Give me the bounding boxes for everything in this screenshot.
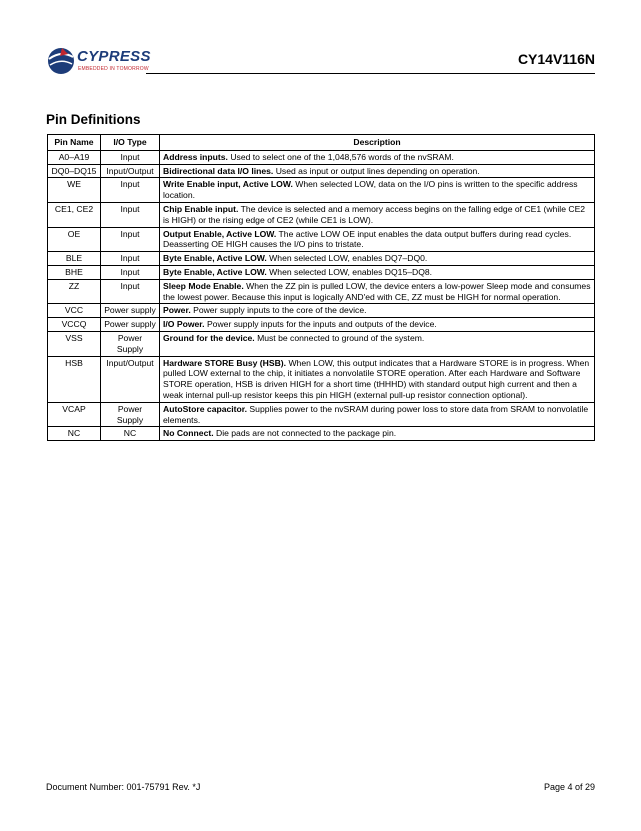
table-row xyxy=(48,178,595,203)
description-text: When selected LOW, data on the I/O pins is written to the specific address location. xyxy=(163,179,578,201)
description-heading: Write Enable input, Active LOW. xyxy=(163,179,293,190)
io-type-cell: Input xyxy=(101,178,160,203)
description-text: When LOW, this output indicates that a Hardware STORE is in progress. When pulled LOW external to the chip, it initiates a nonvolatile STORE operation. After each Hardware and Software STORE operation, HSB is driven HIGH for a short time (tHHHD) with standard output high current and then a weak internal pull-up resistor keeps this pin HIGH (external pull-up resistor connection optional). xyxy=(163,357,590,400)
pin-name-cell: OE xyxy=(48,227,101,252)
io-type-cell: Input/Output xyxy=(101,356,160,402)
logo-wordmark: CYPRESS xyxy=(77,48,151,65)
pin-name-cell: VCCQ xyxy=(48,318,101,332)
description-cell xyxy=(160,265,595,279)
description-text: The device is selected and a memory access begins on the falling edge of CE1 (while CE2 is HIGH) or the rising edge of CE2 (while CE1 is LOW). xyxy=(163,203,586,225)
io-type-cell: Input xyxy=(101,150,160,164)
part-number: CY14V116N xyxy=(517,51,595,67)
description-cell xyxy=(160,318,595,332)
description-cell xyxy=(160,279,595,304)
table-row xyxy=(48,318,595,332)
logo-tagline: EMBEDDED IN TOMORROW xyxy=(78,66,149,72)
description-text: Power supply inputs to the core of the device. xyxy=(190,305,367,316)
io-type-cell: Power Supply xyxy=(101,402,160,427)
description-cell xyxy=(160,164,595,178)
table-row xyxy=(48,356,595,402)
description-text: When selected LOW, enables DQ7–DQ0. xyxy=(266,253,428,264)
io-type-cell: Input xyxy=(101,279,160,304)
pin-name-cell: VSS xyxy=(48,331,101,356)
description-text: Used as input or output lines depending on operation. xyxy=(273,165,480,176)
table-header-row xyxy=(48,135,595,151)
description-cell xyxy=(160,331,595,356)
pin-name-cell: BHE xyxy=(48,265,101,279)
pin-name-cell: HSB xyxy=(48,356,101,402)
page-number: Page 4 of 29 xyxy=(543,782,595,792)
description-heading: Ground for the device. xyxy=(163,332,255,343)
page-header xyxy=(46,44,595,80)
description-heading: No Connect. xyxy=(163,428,214,439)
pin-name-cell: CE1, CE2 xyxy=(48,202,101,227)
description-cell xyxy=(160,150,595,164)
table-row xyxy=(48,427,595,441)
description-cell xyxy=(160,304,595,318)
pin-name-cell: BLE xyxy=(48,252,101,266)
description-cell xyxy=(160,402,595,427)
io-type-cell: Power supply xyxy=(101,304,160,318)
io-type-cell: Input xyxy=(101,227,160,252)
description-cell xyxy=(160,252,595,266)
description-text: Used to select one of the 1,048,576 words of the nvSRAM. xyxy=(227,151,454,162)
description-text: The active LOW OE input enables the data output buffers during read cycles. Deasserting OE HIGH causes the I/O pins to tristate. xyxy=(163,228,572,250)
description-cell xyxy=(160,202,595,227)
pin-definitions-table xyxy=(47,134,595,441)
io-type-cell: Input/Output xyxy=(101,164,160,178)
io-type-cell: NC xyxy=(101,427,160,441)
pin-name-cell: A0–A19 xyxy=(48,150,101,164)
description-heading: Bidirectional data I/O lines. xyxy=(163,165,274,176)
description-heading: AutoStore capacitor. xyxy=(163,403,248,414)
description-cell xyxy=(160,356,595,402)
col-description: Description xyxy=(160,135,595,151)
table-row xyxy=(48,252,595,266)
pin-name-cell: VCAP xyxy=(48,402,101,427)
description-text: When the ZZ pin is pulled LOW, the device enters a low-power Sleep mode and consumes the lowest power. Because this input is logically AND'ed with CE, ZZ must be HIGH for normal operation. xyxy=(163,280,591,302)
description-heading: Byte Enable, Active LOW. xyxy=(163,253,267,264)
io-type-cell: Input xyxy=(101,252,160,266)
table-row xyxy=(48,304,595,318)
table-row xyxy=(48,331,595,356)
description-text: Power supply inputs for the inputs and outputs of the device. xyxy=(204,319,437,330)
col-pin-name: Pin Name xyxy=(48,135,101,151)
description-heading: Power. xyxy=(163,305,191,316)
description-text: When selected LOW, enables DQ15–DQ8. xyxy=(266,266,433,277)
pin-name-cell: NC xyxy=(48,427,101,441)
description-heading: I/O Power. xyxy=(163,319,205,330)
col-io-type: I/O Type xyxy=(101,135,160,151)
table-row xyxy=(48,227,595,252)
pin-name-cell: ZZ xyxy=(48,279,101,304)
description-heading: Hardware STORE Busy (HSB). xyxy=(163,357,287,368)
table-row xyxy=(48,265,595,279)
io-type-cell: Input xyxy=(101,202,160,227)
description-cell xyxy=(160,427,595,441)
description-text: Must be connected to ground of the system. xyxy=(254,332,425,343)
description-heading: Address inputs. xyxy=(163,151,228,162)
table-row xyxy=(48,202,595,227)
header-rule xyxy=(146,73,595,74)
description-cell xyxy=(160,178,595,203)
logo-globe-icon xyxy=(46,46,76,76)
description-heading: Output Enable, Active LOW. xyxy=(163,228,277,239)
pin-name-cell: WE xyxy=(48,178,101,203)
description-heading: Sleep Mode Enable. xyxy=(163,280,244,291)
description-heading: Chip Enable input. xyxy=(163,203,239,214)
table-row xyxy=(48,402,595,427)
pin-name-cell: VCC xyxy=(48,304,101,318)
io-type-cell: Power Supply xyxy=(101,331,160,356)
description-text: Supplies power to the nvSRAM during power loss to store data from SRAM to nonvolatile elements. xyxy=(163,403,589,425)
io-type-cell: Input xyxy=(101,265,160,279)
description-text: Die pads are not connected to the package pin. xyxy=(213,428,397,439)
description-cell xyxy=(160,227,595,252)
table-row xyxy=(48,279,595,304)
cypress-logo xyxy=(46,44,156,78)
pin-name-cell: DQ0–DQ15 xyxy=(48,164,101,178)
table-row xyxy=(48,150,595,164)
description-heading: Byte Enable, Active LOW. xyxy=(163,266,267,277)
section-title: Pin Definitions xyxy=(46,112,141,127)
table-row xyxy=(48,164,595,178)
io-type-cell: Power supply xyxy=(101,318,160,332)
document-number: Document Number: 001-75791 Rev. *J xyxy=(46,782,201,792)
